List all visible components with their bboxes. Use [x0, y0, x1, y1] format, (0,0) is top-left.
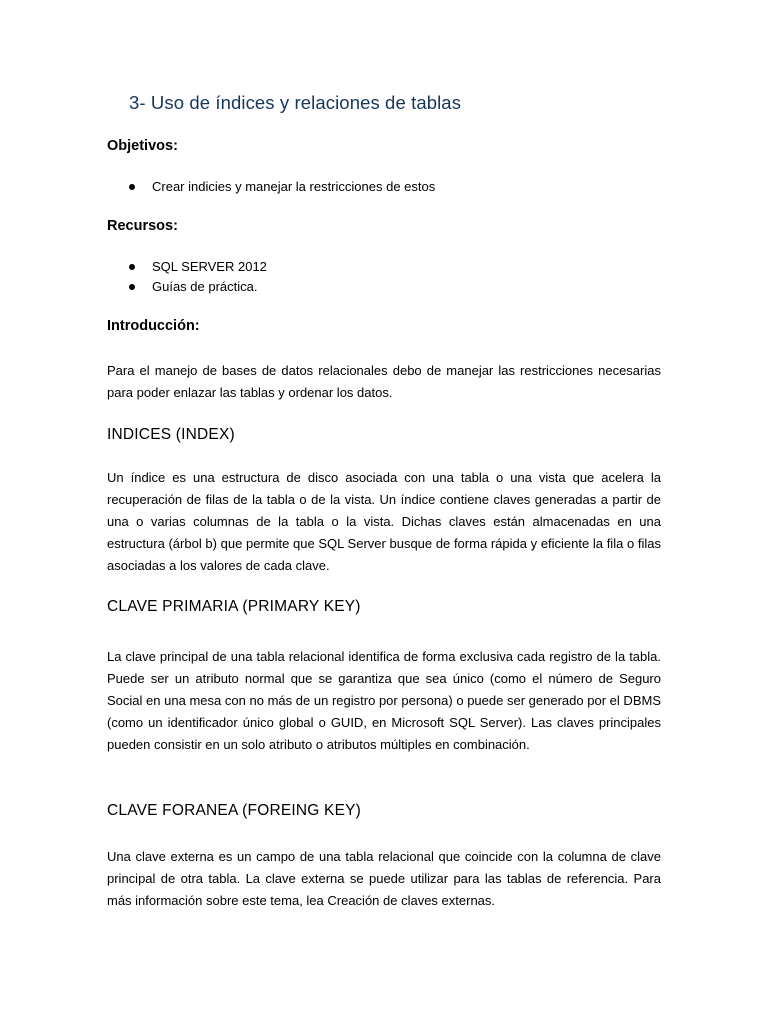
indices-paragraph: Un índice es una estructura de disco asociada con una tabla o una vista que acelera la recuperación de filas de la tabla o de la vista. Un índice contiene claves generadas a partir de una o varias columnas de la tabla o la vista. Dichas claves están almacenadas en una estructura (árbol b) que permite que SQL Server busque de forma rápida y eficiente la fila o filas asociadas a los valores de cada clave. [107, 470, 661, 573]
clave-primaria-heading: CLAVE PRIMARIA (PRIMARY KEY) [107, 598, 361, 615]
document-title: 3- Uso de índices y relaciones de tablas [129, 92, 462, 113]
list-item-text: Guías de práctica. [152, 279, 258, 294]
list-item [107, 177, 435, 197]
objetivos-list [107, 177, 435, 197]
bullet-icon [129, 284, 135, 290]
clave-primaria-paragraph: La clave principal de una tabla relacional identifica de forma exclusiva cada registro de la tabla. Puede ser un atributo normal que se garantiza que sea único (como el número de Seguro Social en una mesa con no más de un registro por persona) o puede ser generado por el DBMS (como un identificador único global o GUID, en Microsoft SQL Server). Las claves principales pueden consistir en un solo atributo o atributos múltiples en combinación. [107, 649, 661, 752]
list-item-text: Crear indicies y manejar la restricciones de estos [152, 179, 436, 194]
objetivos-heading: Objetivos: [107, 138, 178, 154]
introduccion-paragraph: Para el manejo de bases de datos relacionales debo de manejar las restricciones necesarias para poder enlazar las tablas y ordenar los datos. [107, 363, 661, 400]
clave-foranea-heading: CLAVE FORANEA (FOREING KEY) [107, 802, 362, 819]
introduccion-heading: Introducción: [107, 318, 200, 334]
bullet-icon [129, 184, 135, 190]
clave-foranea-paragraph: Una clave externa es un campo de una tabla relacional que coincide con la columna de clave principal de otra tabla. La clave externa se puede utilizar para las tablas de referencia. Para más información sobre este tema, lea Creación de claves externas. [107, 849, 661, 908]
list-item-text: SQL SERVER 2012 [152, 259, 267, 274]
indices-heading: INDICES (INDEX) [107, 426, 235, 443]
list-item [107, 257, 267, 277]
list-item [107, 277, 267, 297]
recursos-heading: Recursos: [107, 218, 178, 234]
bullet-icon [129, 264, 135, 270]
recursos-list [107, 257, 267, 297]
